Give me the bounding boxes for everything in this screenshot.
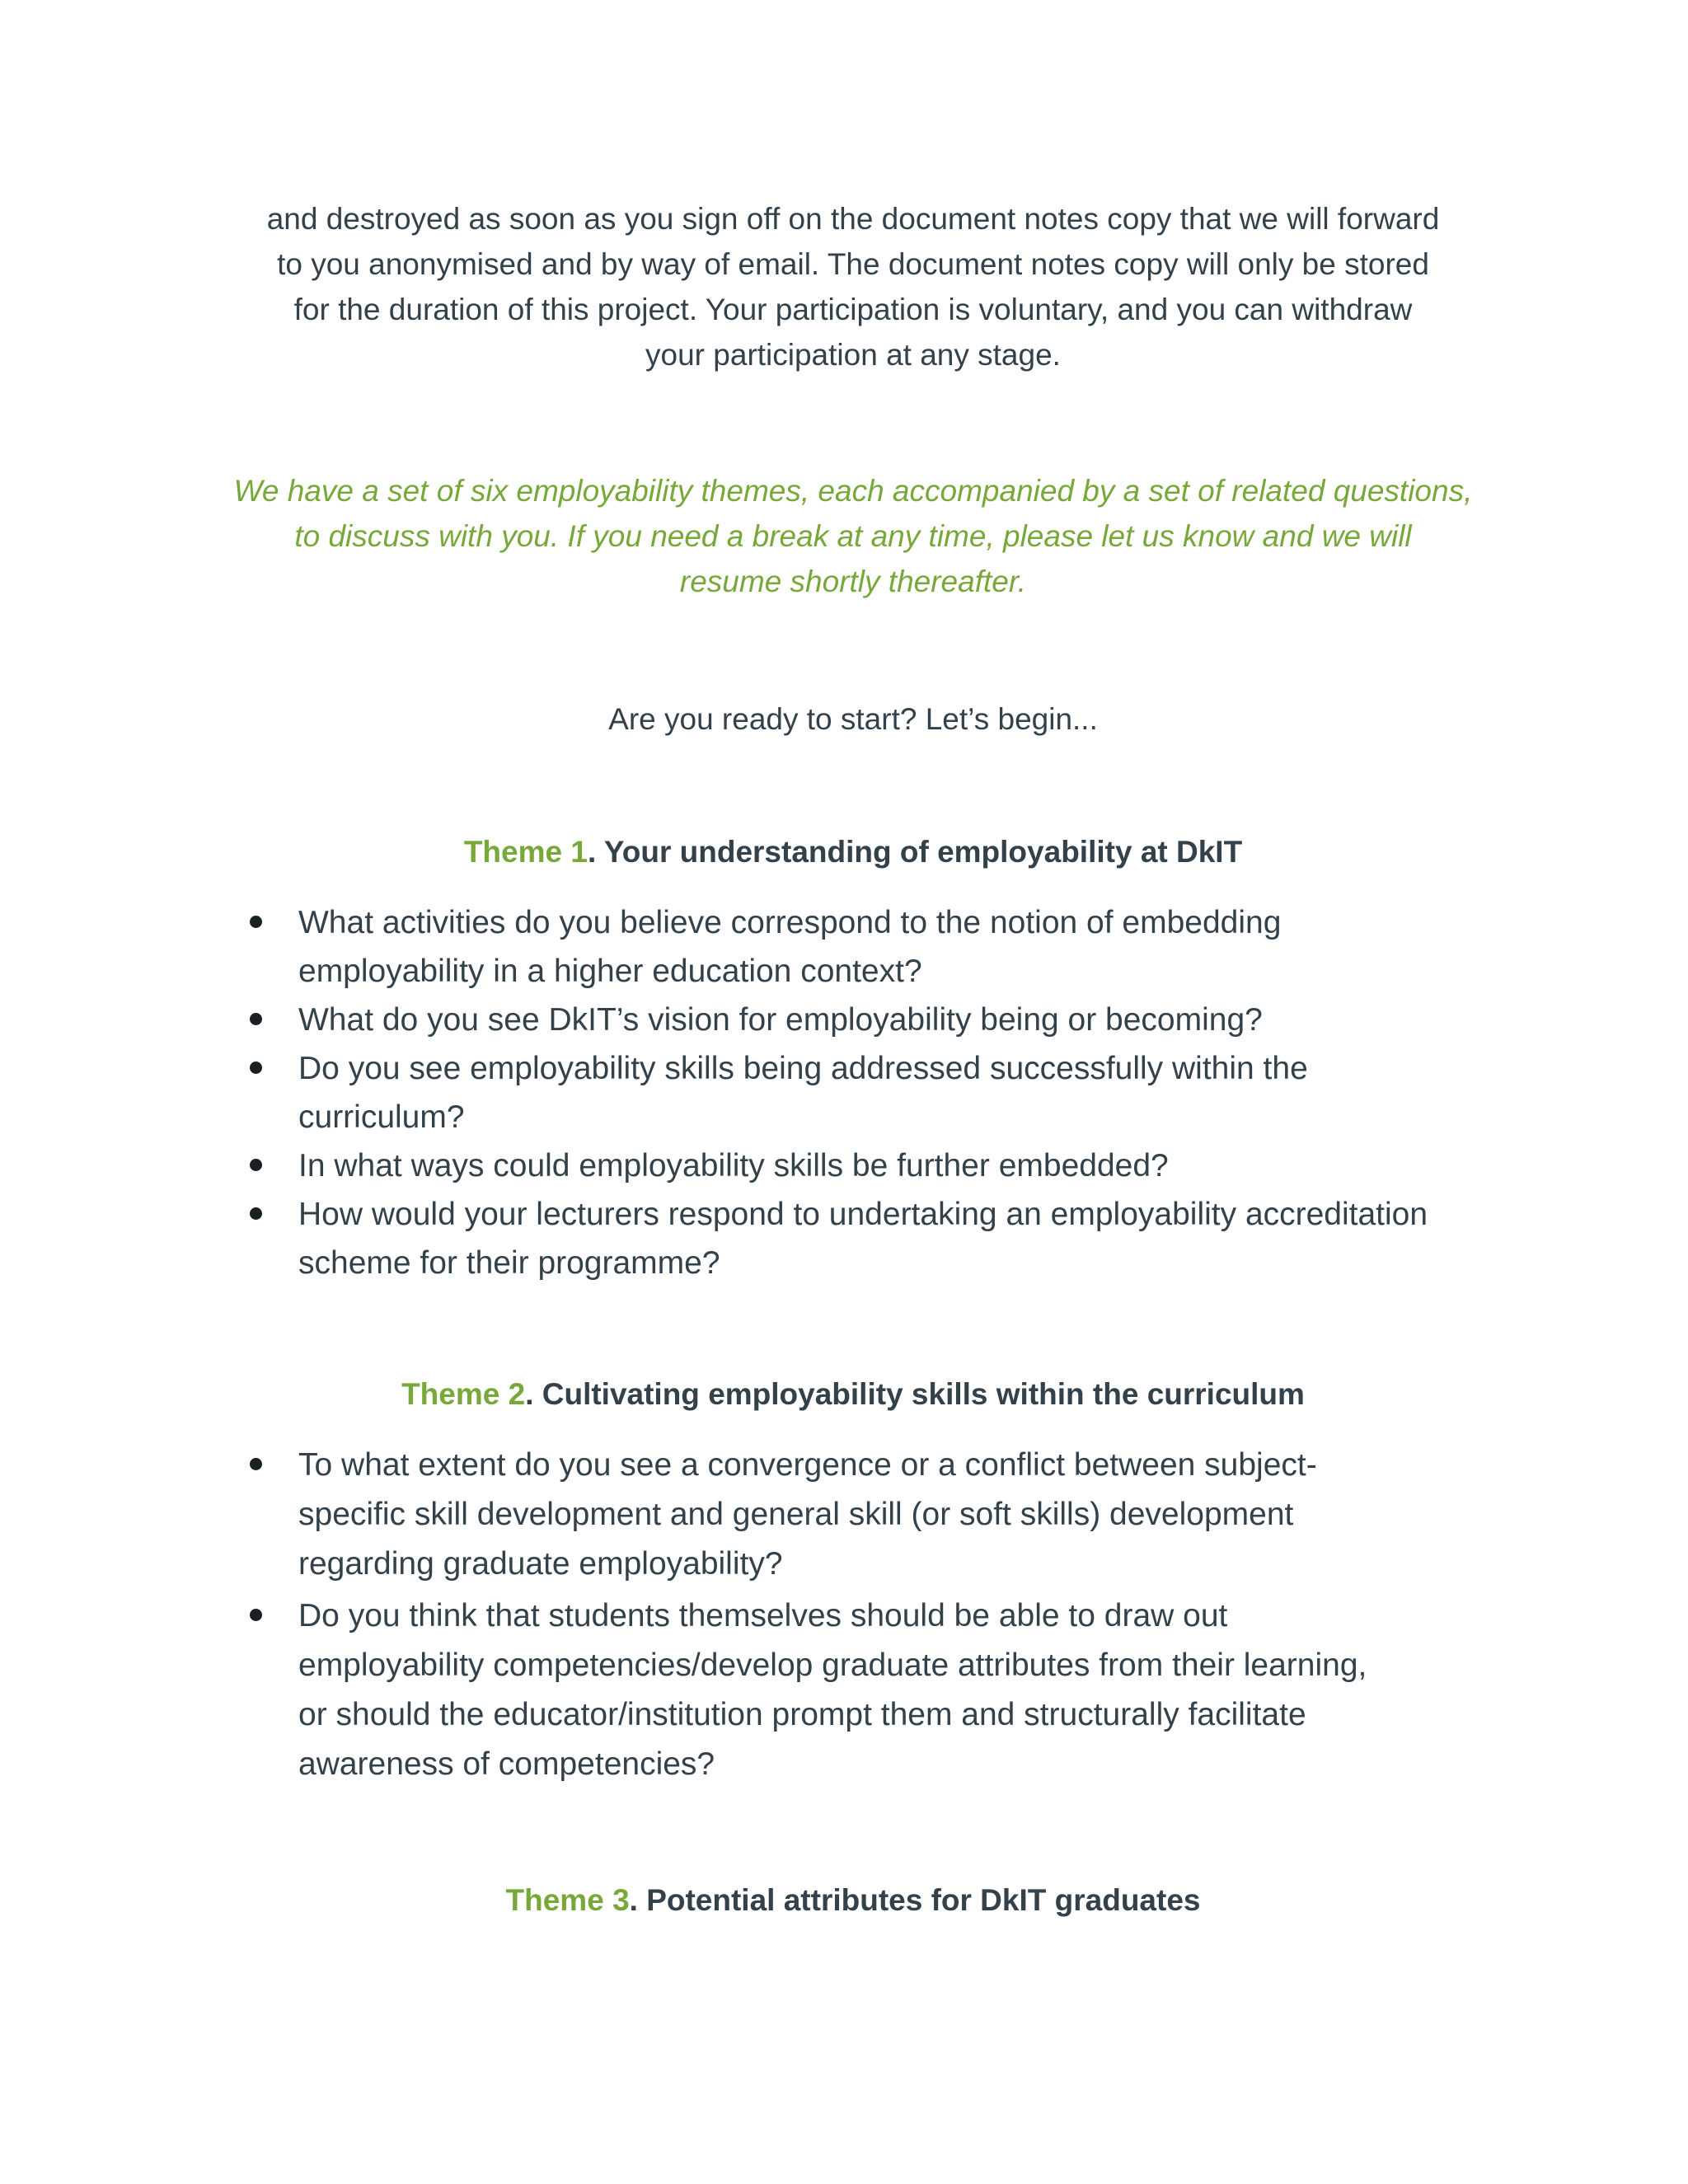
question-line: employability in a higher education context?	[298, 954, 922, 989]
theme-number: 1	[570, 835, 588, 869]
theme-number: 2	[508, 1377, 526, 1411]
ready-prompt: Are you ready to start? Let’s begin...	[608, 702, 1098, 736]
text-line: We have a set of six employability themes, each accompanied by a set of related questions,	[233, 474, 1473, 508]
list-item	[0, 1190, 1493, 1287]
question-line: specific skill development and general skill (or soft skills) development	[298, 1497, 1294, 1532]
text-line: for the duration of this project. Your participation is voluntary, and you can withdraw	[293, 293, 1413, 326]
bullet-icon	[250, 1609, 262, 1621]
question-line: What do you see DkIT’s vision for employability being or becoming?	[298, 1002, 1263, 1038]
question-line: In what ways could employability skills be further embedded?	[298, 1148, 1169, 1183]
theme-separator: .	[629, 1883, 647, 1917]
text-line: to discuss with you. If you need a break at any time, please let us know and we will	[294, 519, 1412, 553]
question-line: or should the educator/institution prompt them and structurally facilitate	[298, 1697, 1306, 1732]
question-line: awareness of competencies?	[298, 1746, 715, 1782]
bullet-icon	[250, 1013, 262, 1025]
question-line: curriculum?	[298, 1099, 465, 1135]
question-line: Do you think that students themselves should be able to draw out	[298, 1598, 1228, 1633]
list-item	[0, 898, 1493, 996]
theme-3-heading	[198, 1877, 1508, 1923]
theme-label: Theme	[401, 1377, 509, 1411]
theme-separator: .	[525, 1377, 542, 1411]
theme-title: Cultivating employability skills within the curriculum	[542, 1377, 1305, 1411]
question-line: scheme for their programme?	[298, 1245, 720, 1281]
bullet-icon	[250, 1159, 262, 1171]
list-item	[0, 1044, 1493, 1141]
list-item	[0, 1141, 1493, 1190]
theme-1-heading	[198, 829, 1508, 874]
text-line: resume shortly thereafter.	[679, 565, 1027, 598]
question-line: regarding graduate employability?	[298, 1546, 783, 1582]
question-line: employability competencies/develop graduate attributes from their learning,	[298, 1647, 1367, 1683]
bullet-icon	[250, 1062, 262, 1074]
question-line: What activities do you believe correspond to the notion of embedding	[298, 905, 1282, 940]
theme-title: Potential attributes for DkIT graduates	[646, 1883, 1201, 1917]
themes-intro-paragraph	[198, 468, 1508, 604]
theme-2-heading	[198, 1371, 1508, 1417]
question-line: How would your lecturers respond to undertaking an employability accreditation	[298, 1197, 1428, 1232]
bullet-icon	[250, 1458, 262, 1470]
theme-label: Theme	[463, 835, 571, 869]
theme-title: Your understanding of employability at DkIT	[603, 835, 1243, 869]
question-line: To what extent do you see a convergence or a conflict between subject-	[298, 1447, 1317, 1483]
theme-label: Theme	[505, 1883, 613, 1917]
list-item	[0, 1441, 1493, 1589]
bullet-icon	[250, 916, 262, 928]
text-line: to you anonymised and by way of email. The document notes copy will only be stored	[277, 247, 1429, 281]
theme-2-question-list	[0, 1441, 1688, 1792]
theme-number: 3	[612, 1883, 630, 1917]
bullet-icon	[250, 1207, 262, 1220]
consent-paragraph	[198, 196, 1508, 377]
list-item	[0, 996, 1493, 1044]
theme-separator: .	[587, 835, 604, 869]
text-line: and destroyed as soon as you sign off on the document notes copy that we will forward	[266, 202, 1440, 236]
list-item	[0, 1591, 1493, 1789]
theme-1-question-list	[0, 898, 1688, 1287]
question-line: Do you see employability skills being addressed successfully within the	[298, 1051, 1308, 1086]
text-line: your participation at any stage.	[645, 338, 1061, 372]
